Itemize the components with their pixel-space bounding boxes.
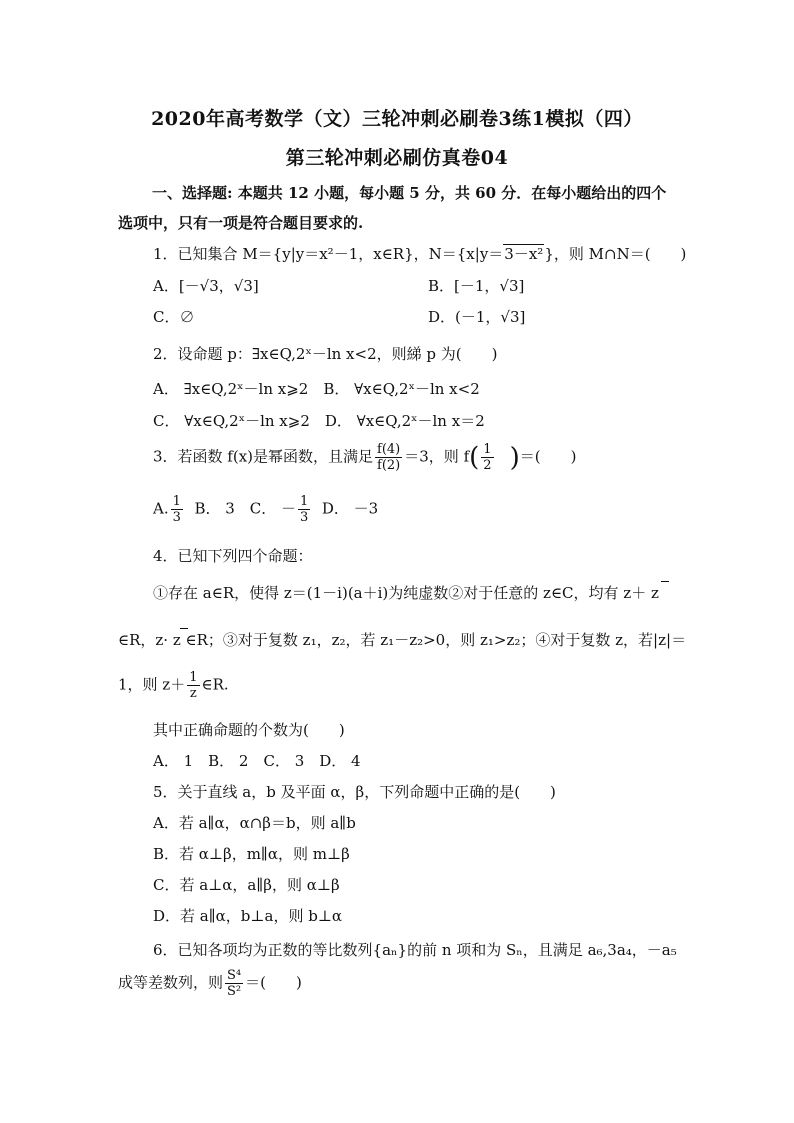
q5-option-c: C．若 a⊥α，a∥β，则 α⊥β — [153, 876, 340, 894]
q6-sum-den: S² — [227, 984, 242, 999]
q1-option-d: D．(－1，√3] — [428, 308, 526, 326]
q4-line3a: 1，则 z＋ — [118, 675, 186, 694]
q2-options-ab: A． ∃x∈Q,2ˣ－ln x⩾2 B． ∀x∈Q,2ˣ－ln x<2 — [153, 380, 480, 398]
q2-options-cd: C． ∀x∈Q,2ˣ－ln x⩾2 D． ∀x∈Q,2ˣ－ln x＝2 — [153, 412, 485, 430]
q3-stem-c: ＝( ) — [519, 447, 577, 466]
q6-sum-fraction — [225, 968, 243, 999]
q3-arg-num: 1 — [483, 442, 492, 457]
q4-conjugate-bar-1 — [661, 581, 669, 582]
q6-line2b: ＝( ) — [245, 973, 302, 992]
q3-left-paren: ( — [469, 442, 480, 473]
q4-line3b: ∈R. — [201, 675, 229, 694]
q3-options — [153, 494, 378, 525]
question-4: 4．已知下列四个命题： — [153, 547, 313, 565]
q4-options: A． 1 B． 2 C． 3 D． 4 — [153, 752, 361, 770]
page-title: 2020年高考数学（文）三轮冲刺必刷卷3练1模拟（四） — [151, 108, 643, 130]
q1-stem-b: M＝{y|y＝x²－1，x∈R}，N＝{x|y＝ — [242, 245, 504, 263]
question-6: 6．已知各项均为正数的等比数列{aₙ}的前 n 项和为 Sₙ，且满足 a₆,3a₄，－a₅ — [153, 941, 677, 959]
question-3 — [153, 442, 576, 473]
q3-opt-a-fraction — [171, 494, 183, 525]
q3-opt-a-num: 1 — [172, 494, 181, 509]
q4-line1: ①存在 a∈R，使得 z＝(1－i)(a＋i)为纯虚数②对于任意的 z∈C，均有 z＋ z — [153, 584, 659, 602]
q3-opt-c-den: 3 — [300, 510, 309, 525]
q5-option-d: D．若 a∥α，b⊥a，则 b⊥α — [153, 907, 343, 925]
q1-stem-c: }，则 M∩N＝( ) — [544, 245, 687, 263]
q3-opt-a-label: A. — [153, 499, 169, 518]
q3-ratio-den: f(2) — [377, 458, 401, 473]
q4-recip-fraction — [187, 670, 199, 701]
q3-right-paren: ) — [509, 442, 520, 473]
q3-stem-a: 3．若函数 f(x)是幂函数，且满足 — [153, 447, 374, 466]
q1-option-c: C．∅ — [153, 308, 195, 326]
q3-opt-bc: B． 3 C． － — [194, 499, 297, 518]
q1-option-b: B．[－1，√3] — [428, 277, 525, 295]
q3-ratio-fraction — [375, 442, 402, 473]
q1-stem-a: 1．已知集合 — [153, 245, 243, 263]
q3-opt-a-den: 3 — [172, 510, 181, 525]
section-header-line1: 一、选择题: 本题共 12 小题，每小题 5 分，共 60 分．在每小题给出的四个 — [152, 184, 667, 202]
q4-recip-den: z — [189, 686, 197, 701]
q3-opt-c-fraction — [298, 494, 310, 525]
q4-conjugate-bar-2 — [180, 628, 188, 629]
q3-opt-d: D． －3 — [321, 499, 379, 518]
page-subtitle: 第三轮冲刺必刷仿真卷04 — [285, 147, 509, 169]
question-2: 2．设命题 p：∃x∈Q,2ˣ－ln x<2，则綈 p 为( ) — [153, 345, 498, 363]
q4-line2: ∈R，z· z ∈R；③对于复数 z₁，z₂，若 z₁－z₂>0，则 z₁>z₂；④对于复数 z，若|z|＝ — [118, 631, 687, 649]
q6-line2a: 成等差数列，则 — [118, 973, 224, 992]
q3-arg-den: 2 — [483, 458, 492, 473]
q3-stem-b: ＝3，则 f — [404, 447, 470, 466]
question-1 — [153, 243, 686, 264]
q1-stem-sqrt: 3－x² — [504, 245, 544, 263]
q6-line2 — [118, 968, 302, 999]
section-header-line2: 选项中，只有一项是符合题目要求的. — [118, 214, 364, 232]
q4-line3 — [118, 670, 229, 701]
q6-sum-num: S⁴ — [227, 968, 242, 983]
question-5: 5．关于直线 a，b 及平面 α，β，下列命题中正确的是( ) — [153, 783, 556, 801]
q4-ask: 其中正确命题的个数为( ) — [153, 721, 345, 739]
q3-arg-fraction — [481, 442, 493, 473]
q4-recip-num: 1 — [189, 670, 198, 685]
q5-option-a: A．若 a∥α，α∩β＝b，则 a∥b — [153, 814, 356, 832]
q5-option-b: B．若 α⊥β，m∥α，则 m⊥β — [153, 845, 350, 863]
q3-opt-c-num: 1 — [300, 494, 309, 509]
q1-option-a: A．[－√3，√3] — [153, 277, 259, 295]
q3-ratio-num: f(4) — [377, 442, 401, 457]
